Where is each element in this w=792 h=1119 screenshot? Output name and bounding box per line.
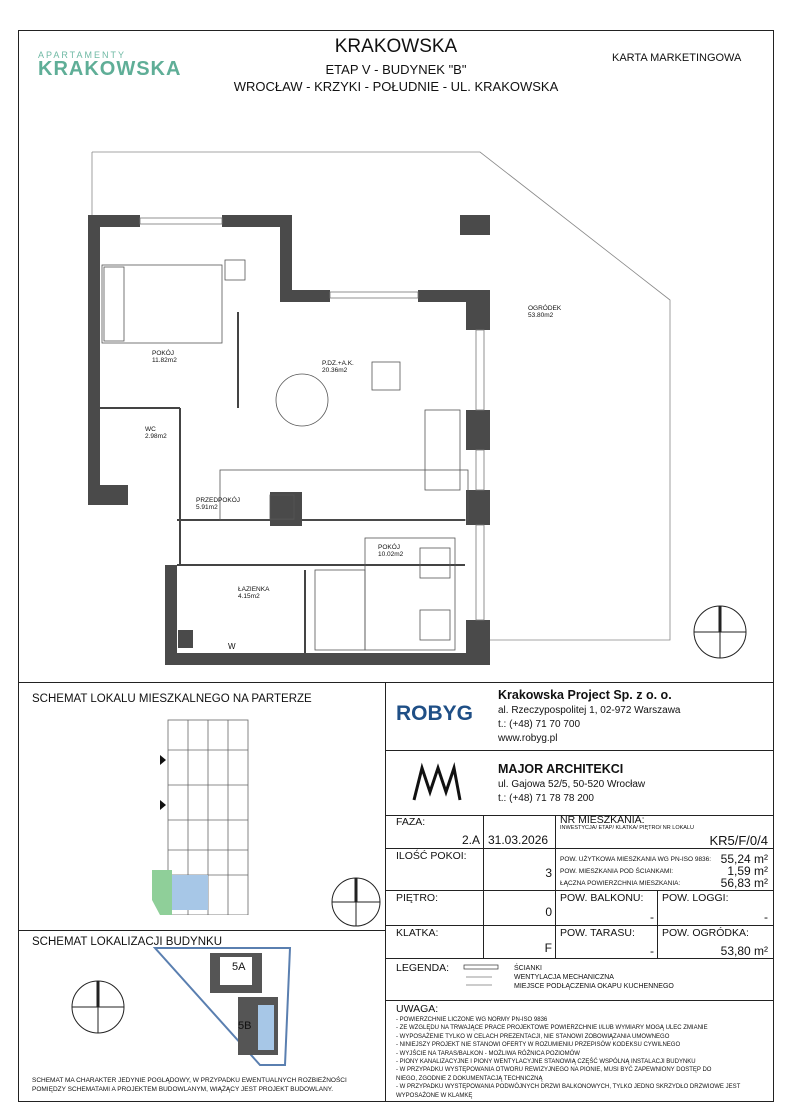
notes-title: UWAGA: [396,1003,439,1015]
rooms-label: ILOŚĆ POKOI: [396,850,467,862]
terrace-label: POW. TARASU: [560,927,635,939]
area2-value: 1,59 m² [727,864,768,878]
floor-plan [80,140,760,680]
area3-label: ŁĄCZNA POWIERZCHNIA MIESZKANIA: [560,880,681,887]
developer-web: www.robyg.pl [498,733,558,744]
room-label-wc: WC 2.98m2 [145,426,167,440]
washer-label: W [228,642,236,651]
loggia-value: - [764,910,768,924]
developer-phone: t.: (+48) 71 70 700 [498,719,581,730]
balcony-label: POW. BALKONU: [560,892,644,904]
architect-phone: t.: (+48) 71 78 78 200 [498,793,594,804]
garden-outline [92,152,670,640]
compass-icon [692,604,748,660]
faza-label: FAZA: [396,816,426,828]
logo-small-text: APARTAMENTY [38,50,127,60]
notes-list: - POWIERZCHNIE LICZONE WG NORMY PN-ISO 9836 - ZE WZGLĘDU NA TRWAJĄCE PRACE PROJEKTOWE POWIERZCHNIE I/LUB WYMIARY MOGĄ ULEC ZMIANIE - WYPOSAŻENIE TYLKO W CELACH PREZENTACJI, NIE STANOWI ZOBOWIĄZANIA UMOWNEGO - NINIEJSZY PROJEKT NIE STANOWI OFERTY W ROZUMIENIU PRZEPISÓW KODEKSU CYWILNEGO - WYJŚCIE NA TARAS/BALKON - MOŻLIWA RÓŻNICA POZIOMÓW - PIONY KANALIZACYJNE I PIONY WENTYLACYJNE STANOWIĄ CZĘŚĆ WSPÓLNĄ INSTALACJI BUDYNKU - W PRZYPADKU WYSTĘPOWANIA OTWORU REWIZYJNEGO NA PIONIE, MUSI BYĆ ZAPEWNIONY DOSTĘP DO NIEGO, ZGODNIE Z DOKUMENTACJĄ TECHNICZNĄ - W PRZYPADKU WYSTĘPOWANIA PODWÓJNYCH DRZWI BALKONOWYCH, TYLKO JEDNO SKRZYDŁO DRZWIOWE JEST WYPOSAŻONE W KLAMKĘ [396,1017,741,1099]
architect-name: MAJOR ARCHITEKCI [498,762,624,776]
garden-value: 53,80 m² [720,944,768,958]
area3-value: 56,83 m² [720,876,768,890]
nr-value: KR5/F/0/4 [709,833,768,848]
room-label-living: P.DZ.+A.K. 20.36m2 [322,360,354,374]
area1-label: POW. UŻYTKOWA MIESZKANIA WG PN-ISO 9836: [560,856,712,863]
developer-name: Krakowska Project Sp. z o. o. [498,688,672,702]
page-title: KRAKOWSKA [334,36,458,57]
developer-address: al. Rzeczypospolitej 1, 02-972 Warszawa [498,705,681,716]
location-line: WROCŁAW - KRZYKI - POŁUDNIE - UL. KRAKOWSKA [233,79,559,94]
compass-icon [330,876,382,928]
room-label-bedroom1: POKÓJ 11.82m2 [152,350,177,364]
room-label-hall: PRZEDPOKÓJ 5.91m2 [196,497,241,511]
room-label-garden: OGRÓDEK 53.80m2 [528,305,562,319]
floor-schema-diagram [150,715,260,915]
nr-label: NR MIESZKANIA: [560,814,645,826]
card-type: KARTA MARKETINGOWA [612,52,742,64]
faza-value: 2.A [461,833,480,847]
building-schema-title: SCHEMAT LOKALIZACJI BUDYNKU [32,936,223,948]
garden-label: POW. OGRÓDKA: [662,927,749,939]
balcony-value: - [650,910,654,924]
legend-list [514,964,674,991]
page-subtitle: ETAP V - BUDYNEK "B" [325,62,467,77]
building-label-5a: 5A [232,961,246,973]
floor-schema-title: SCHEMAT LOKALU MIESZKALNEGO NA PARTERZE [32,693,312,705]
floor-label: PIĘTRO: [396,892,439,904]
building-label-5b: 5B [238,1020,252,1032]
logo-main-text: KRAKOWSKA [38,58,182,80]
loggia-label: POW. LOGGI: [662,892,729,904]
major-architekci-logo-icon [410,762,464,804]
floor-value: 0 [545,905,552,919]
nr-sublabel: INWESTYCJA/ ETAP/ KLATKA/ PIĘTRO/ NR LOKALU [560,825,694,831]
area2-label: POW. MIESZKANIA POD ŚCIANKAMI: [560,868,674,875]
legend-item: WENTYLACJA MECHANICZNA [514,974,614,981]
legend-item: ŚCIANKI [514,965,543,972]
robyg-logo: ROBYG [396,702,474,725]
stair-value: F [544,941,552,955]
date-value: 31.03.2026 [488,833,549,847]
architect-address: ul. Gajowa 52/5, 50-520 Wrocław [498,779,646,790]
room-label-bathroom: ŁAZIENKA 4.15m2 [238,586,270,600]
legend-title: LEGENDA: [396,962,450,974]
room-label-bedroom2: POKÓJ 10.02m2 [378,544,404,558]
legend-icons [462,963,500,991]
building-schema-diagram [60,945,300,1070]
stair-label: KLATKA: [396,927,439,939]
rooms-value: 3 [545,866,552,880]
footer-note: SCHEMAT MA CHARAKTER JEDYNIE POGLĄDOWY, W PRZYPADKU EWENTUALNYCH ROZBIEŻNOŚCI POMIĘDZY SCHEMATAMI A PROJEKTEM BUDOWLANYM, WIĄŻĄCY JEST PROJEKT BUDOWLANY. [32,1077,347,1093]
legend-item: MIEJSCE PODŁĄCZENIA OKAPU KUCHENNEGO [514,983,674,990]
area1-value: 55,24 m² [720,852,768,866]
walls [88,215,490,665]
terrace-value: - [650,944,654,958]
